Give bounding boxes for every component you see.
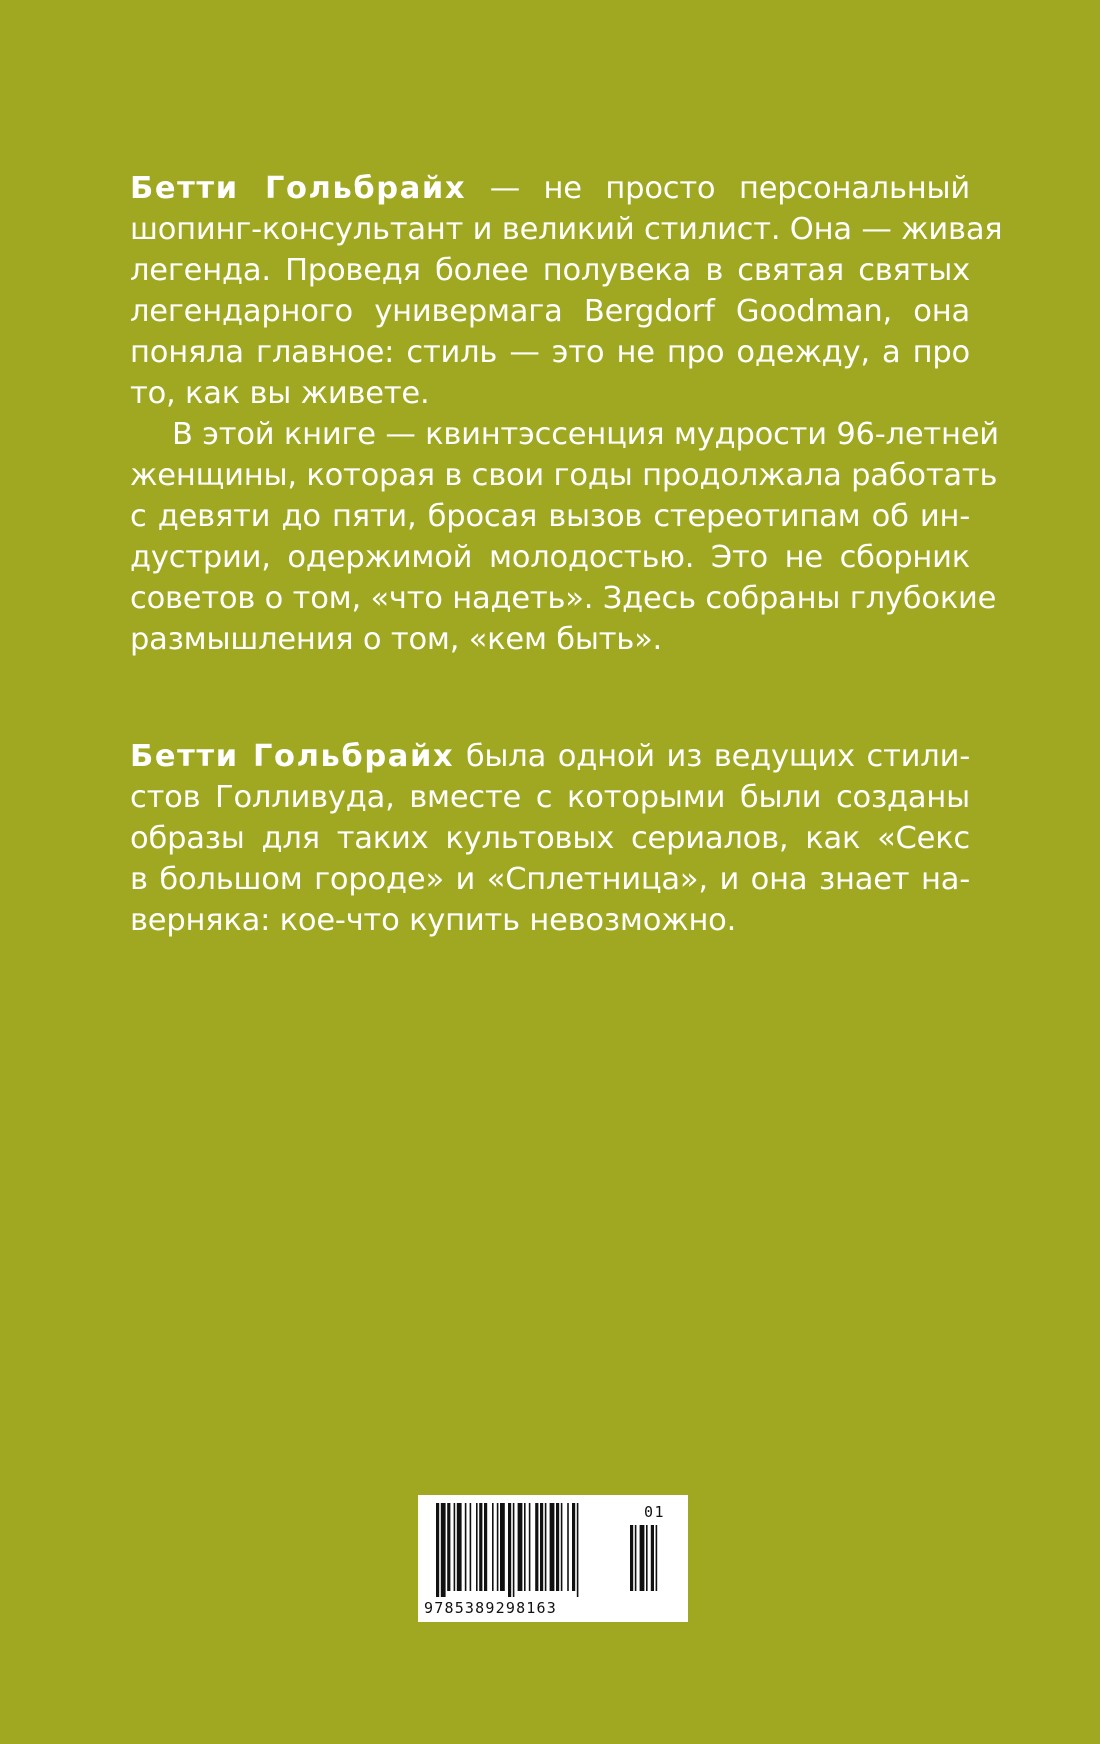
barcode-bar bbox=[577, 1503, 579, 1597]
barcode-addon-number: 01 bbox=[644, 1503, 666, 1521]
text-line: стов Голливуда, вместе с которыми были созданы bbox=[130, 780, 970, 815]
barcode-bar bbox=[540, 1503, 543, 1591]
barcode-addon-bar bbox=[651, 1525, 654, 1591]
text-line: Бетти Гольбрайх была одной из ведущих стили- bbox=[130, 739, 970, 774]
barcode-bar bbox=[572, 1503, 575, 1591]
barcode-bar bbox=[500, 1503, 505, 1591]
text-line: дустрии, одержимой молодостью. Это не сборник bbox=[130, 540, 970, 575]
text-line: В этой книге — квинтэссенция мудрости 96-летней bbox=[172, 417, 999, 452]
paragraph-gap bbox=[130, 660, 970, 736]
barcode-bar bbox=[454, 1503, 456, 1591]
barcode-bar bbox=[518, 1503, 523, 1591]
text-line: верняка: кое-что купить невозможно. bbox=[130, 903, 737, 938]
barcode-bar bbox=[508, 1503, 511, 1597]
text-line: женщины, которая в свои годы продолжала работать bbox=[130, 458, 998, 493]
text-line: советов о том, «что надеть». Здесь собраны глубокие bbox=[130, 581, 997, 616]
barcode-bar bbox=[441, 1503, 446, 1597]
text-line: то, как вы живете. bbox=[130, 376, 430, 411]
barcode-bar bbox=[497, 1503, 499, 1591]
barcode-addon-bar bbox=[630, 1525, 633, 1591]
author-name: Бетти Гольбрайх bbox=[130, 739, 455, 774]
isbn-barcode bbox=[418, 1495, 688, 1622]
text-line: шопинг-консультант и великий стилист. Она — живая bbox=[130, 212, 1003, 247]
barcode-graphic bbox=[418, 1495, 688, 1622]
paragraph-1 bbox=[130, 168, 1003, 414]
text-line: легендарного универмага Bergdorf Goodman, она bbox=[130, 294, 970, 329]
paragraph-3 bbox=[130, 736, 970, 941]
barcode-bar bbox=[529, 1503, 531, 1591]
author-name: Бетти Гольбрайх bbox=[130, 171, 467, 206]
back-cover-annotation bbox=[130, 168, 1003, 941]
barcode-bar bbox=[447, 1503, 450, 1591]
text-line: образы для таких культовых сериалов, как «Секс bbox=[130, 821, 970, 856]
text-line: поняла главное: стиль — это не про одежду, а про bbox=[130, 335, 970, 370]
barcode-addon-bar bbox=[635, 1525, 637, 1591]
barcode-bar bbox=[567, 1503, 569, 1591]
barcode-bar bbox=[535, 1503, 538, 1591]
isbn-number: 9785389298163 bbox=[424, 1599, 557, 1617]
barcode-bar bbox=[550, 1503, 555, 1591]
barcode-bar bbox=[561, 1503, 563, 1591]
text-line: размышления о том, «кем быть». bbox=[130, 622, 663, 657]
text-line: в большом городе» и «Сплетница», и она знает на- bbox=[130, 862, 970, 897]
barcode-bar bbox=[545, 1503, 547, 1591]
text-line: с девяти до пяти, бросая вызов стереотипам об ин- bbox=[130, 499, 970, 534]
barcode-bar bbox=[436, 1503, 439, 1597]
barcode-bar bbox=[484, 1503, 487, 1591]
text-line: легенда. Проведя более полувека в святая святых bbox=[130, 253, 970, 288]
barcode-bar bbox=[465, 1503, 467, 1591]
barcode-bar bbox=[513, 1503, 515, 1597]
barcode-bar bbox=[479, 1503, 482, 1591]
barcode-addon-bar bbox=[656, 1525, 658, 1591]
barcode-bar bbox=[524, 1503, 526, 1591]
barcode-bars bbox=[436, 1503, 657, 1597]
paragraph-2 bbox=[130, 414, 999, 660]
text-line: Бетти Гольбрайх — не просто персональный bbox=[130, 171, 970, 206]
barcode-bar bbox=[492, 1503, 494, 1591]
barcode-bar bbox=[556, 1503, 559, 1591]
barcode-bar bbox=[476, 1503, 478, 1591]
barcode-addon-bar bbox=[640, 1525, 645, 1591]
barcode-addon-bar bbox=[646, 1525, 648, 1591]
barcode-bar bbox=[470, 1503, 472, 1591]
barcode-bar bbox=[457, 1503, 462, 1591]
